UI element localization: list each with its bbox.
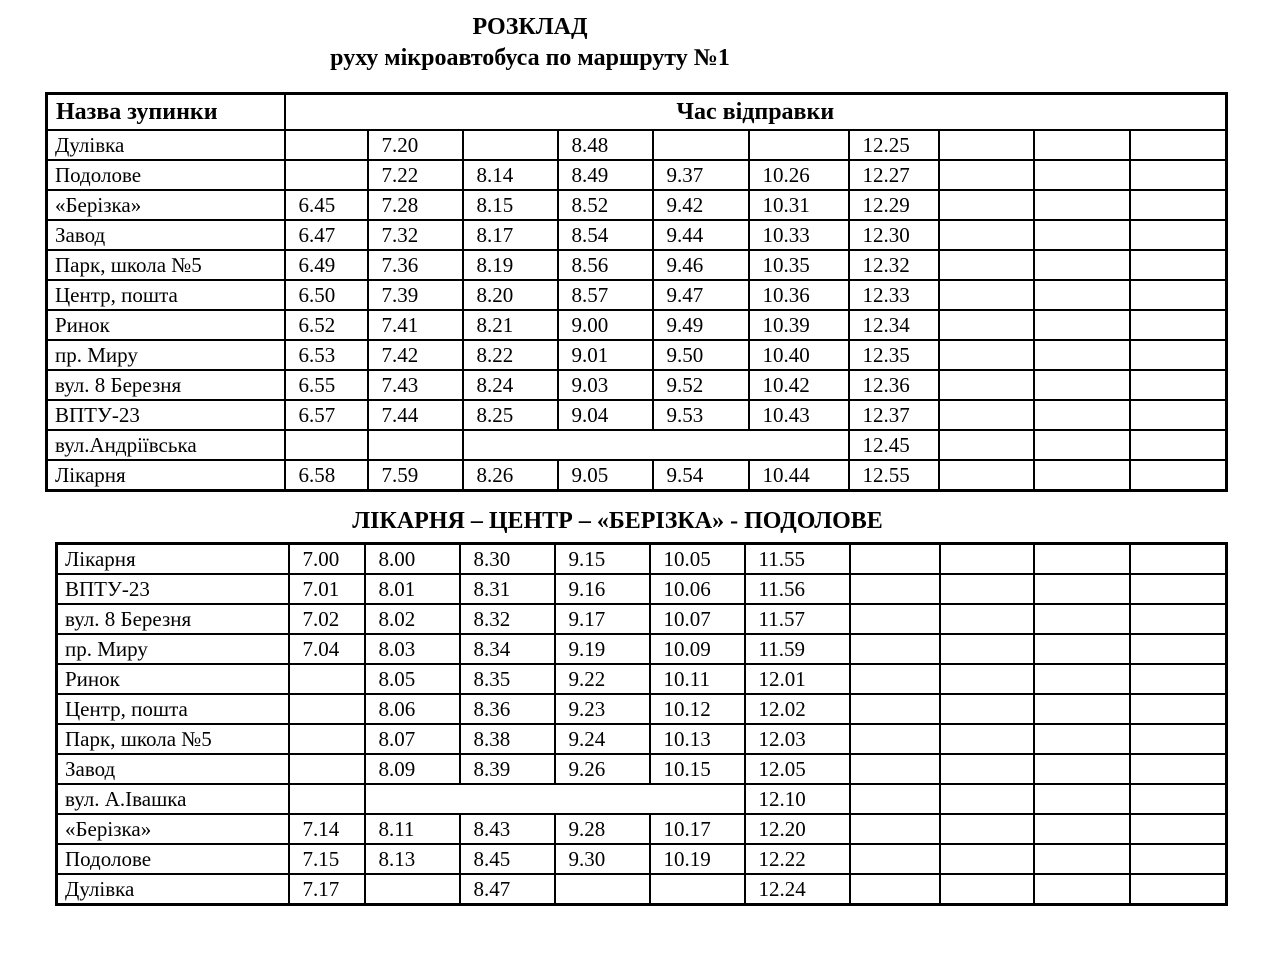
time-cell: 8.54 xyxy=(558,220,653,250)
time-cell xyxy=(939,250,1034,280)
time-cell: 8.06 xyxy=(365,694,460,724)
time-cell: 8.43 xyxy=(460,814,555,844)
schedule-table-return xyxy=(55,542,1228,906)
time-cell: 6.47 xyxy=(285,220,368,250)
time-cell: 6.52 xyxy=(285,310,368,340)
time-cell: 9.52 xyxy=(653,370,749,400)
time-cell: 12.35 xyxy=(849,340,939,370)
stop-name-cell: Парк, школа №5 xyxy=(57,724,289,754)
time-cell xyxy=(940,544,1034,575)
time-cell: 9.46 xyxy=(653,250,749,280)
time-cell xyxy=(1034,634,1130,664)
time-cell xyxy=(285,160,368,190)
stop-name-cell: вул. 8 Березня xyxy=(47,370,285,400)
time-cell: 8.26 xyxy=(463,460,558,491)
time-cell: 8.13 xyxy=(365,844,460,874)
time-cell: 12.01 xyxy=(745,664,850,694)
schedule-table-forward xyxy=(45,92,1228,492)
time-cell xyxy=(653,130,749,160)
time-cell: 12.05 xyxy=(745,754,850,784)
time-cell xyxy=(1130,340,1227,370)
time-cell: 8.57 xyxy=(558,280,653,310)
time-cell: 8.30 xyxy=(460,544,555,575)
time-cell: 8.35 xyxy=(460,664,555,694)
table-row xyxy=(47,430,1227,460)
time-cell xyxy=(1130,844,1227,874)
time-cell: 8.48 xyxy=(558,130,653,160)
time-cell xyxy=(940,814,1034,844)
time-cell: 6.57 xyxy=(285,400,368,430)
stop-name-cell: Ринок xyxy=(47,310,285,340)
time-cell: 8.24 xyxy=(463,370,558,400)
time-cell xyxy=(850,694,940,724)
time-cell: 9.42 xyxy=(653,190,749,220)
time-cell xyxy=(1130,724,1227,754)
time-cell: 10.07 xyxy=(650,604,745,634)
time-cell xyxy=(1130,130,1227,160)
stop-name-cell: Парк, школа №5 xyxy=(47,250,285,280)
time-cell xyxy=(1034,160,1130,190)
time-cell xyxy=(1130,280,1227,310)
table-row xyxy=(57,574,1227,604)
time-cell: 7.22 xyxy=(368,160,463,190)
time-cell: 12.37 xyxy=(849,400,939,430)
table-row xyxy=(47,250,1227,280)
time-cell: 8.02 xyxy=(365,604,460,634)
time-cell: 8.49 xyxy=(558,160,653,190)
time-cell xyxy=(939,340,1034,370)
time-cell xyxy=(1130,574,1227,604)
time-cell: 12.22 xyxy=(745,844,850,874)
time-cell: 12.27 xyxy=(849,160,939,190)
stop-name-cell: Центр, пошта xyxy=(47,280,285,310)
time-cell xyxy=(939,280,1034,310)
time-cell: 8.15 xyxy=(463,190,558,220)
time-cell xyxy=(1130,400,1227,430)
page-subtitle: руху мікроавтобуса по маршруту №1 xyxy=(330,45,730,71)
time-cell xyxy=(850,784,940,814)
time-cell: 6.53 xyxy=(285,340,368,370)
time-cell: 8.45 xyxy=(460,844,555,874)
time-cell: 12.36 xyxy=(849,370,939,400)
time-cell: 10.40 xyxy=(749,340,849,370)
time-cell: 8.56 xyxy=(558,250,653,280)
stop-name-cell: ВПТУ-23 xyxy=(57,574,289,604)
time-cell: 7.43 xyxy=(368,370,463,400)
time-cell: 10.15 xyxy=(650,754,745,784)
time-cell: 9.01 xyxy=(558,340,653,370)
time-cell: 9.19 xyxy=(555,634,650,664)
time-cell: 8.00 xyxy=(365,544,460,575)
time-cell: 9.23 xyxy=(555,694,650,724)
time-cell: 9.04 xyxy=(558,400,653,430)
time-cell: 11.55 xyxy=(745,544,850,575)
time-cell xyxy=(1130,250,1227,280)
time-cell xyxy=(1034,400,1130,430)
time-cell: 12.34 xyxy=(849,310,939,340)
table-header-row xyxy=(47,94,1227,131)
time-cell: 7.44 xyxy=(368,400,463,430)
time-cell xyxy=(850,754,940,784)
time-cell xyxy=(940,694,1034,724)
time-cell: 8.20 xyxy=(463,280,558,310)
time-cell: 8.32 xyxy=(460,604,555,634)
time-cell xyxy=(850,814,940,844)
time-cell: 9.00 xyxy=(558,310,653,340)
time-cell xyxy=(1034,130,1130,160)
time-cell: 8.07 xyxy=(365,724,460,754)
time-cell: 7.42 xyxy=(368,340,463,370)
time-cell xyxy=(850,874,940,905)
stop-name-cell: Подолове xyxy=(57,844,289,874)
time-cell xyxy=(1034,844,1130,874)
time-cell xyxy=(940,574,1034,604)
time-cell: 10.11 xyxy=(650,664,745,694)
time-cell xyxy=(749,130,849,160)
time-cell xyxy=(289,694,365,724)
time-cell xyxy=(850,544,940,575)
table-row xyxy=(47,160,1227,190)
time-cell: 12.02 xyxy=(745,694,850,724)
time-cell xyxy=(1034,814,1130,844)
time-cell: 8.11 xyxy=(365,814,460,844)
time-cell xyxy=(289,784,365,814)
stop-name-cell: ВПТУ-23 xyxy=(47,400,285,430)
time-cell: 9.24 xyxy=(555,724,650,754)
time-cell xyxy=(940,724,1034,754)
time-cell: 9.16 xyxy=(555,574,650,604)
time-cell xyxy=(1034,754,1130,784)
time-cell: 7.59 xyxy=(368,460,463,491)
time-cell xyxy=(1130,370,1227,400)
time-cell: 9.03 xyxy=(558,370,653,400)
time-cell: 9.47 xyxy=(653,280,749,310)
time-cell: 10.12 xyxy=(650,694,745,724)
time-cell: 8.09 xyxy=(365,754,460,784)
time-cell: 9.49 xyxy=(653,310,749,340)
time-cell xyxy=(850,574,940,604)
time-cell xyxy=(285,130,368,160)
time-cell xyxy=(1130,460,1227,491)
time-cell: 12.10 xyxy=(745,784,850,814)
departure-time-header: Час відправки xyxy=(285,94,1227,131)
table-row xyxy=(57,754,1227,784)
time-cell xyxy=(1130,430,1227,460)
table-row xyxy=(57,694,1227,724)
stop-name-cell: Завод xyxy=(57,754,289,784)
time-cell: 7.36 xyxy=(368,250,463,280)
table-row xyxy=(57,664,1227,694)
time-cell: 8.21 xyxy=(463,310,558,340)
time-cell: 11.57 xyxy=(745,604,850,634)
table-row xyxy=(57,634,1227,664)
table-row xyxy=(57,604,1227,634)
time-cell: 9.17 xyxy=(555,604,650,634)
time-cell xyxy=(463,130,558,160)
time-cell: 8.34 xyxy=(460,634,555,664)
time-cell xyxy=(1130,874,1227,905)
time-cell: 10.13 xyxy=(650,724,745,754)
time-cell: 8.17 xyxy=(463,220,558,250)
time-cell: 10.42 xyxy=(749,370,849,400)
time-cell: 7.39 xyxy=(368,280,463,310)
time-cell: 6.55 xyxy=(285,370,368,400)
time-cell: 10.36 xyxy=(749,280,849,310)
time-cell: 11.56 xyxy=(745,574,850,604)
time-cell xyxy=(939,400,1034,430)
stop-name-cell: Лікарня xyxy=(57,544,289,575)
time-cell: 10.17 xyxy=(650,814,745,844)
time-cell xyxy=(850,634,940,664)
time-cell: 8.31 xyxy=(460,574,555,604)
table-row xyxy=(47,310,1227,340)
time-cell xyxy=(940,634,1034,664)
time-cell: 6.50 xyxy=(285,280,368,310)
time-cell xyxy=(1034,280,1130,310)
time-cell xyxy=(1130,634,1227,664)
time-cell: 10.31 xyxy=(749,190,849,220)
time-cell: 10.06 xyxy=(650,574,745,604)
stop-name-cell: «Берізка» xyxy=(47,190,285,220)
time-cell: 12.33 xyxy=(849,280,939,310)
time-cell xyxy=(940,664,1034,694)
table-row xyxy=(47,190,1227,220)
time-cell xyxy=(1034,874,1130,905)
time-cell xyxy=(1034,664,1130,694)
stop-name-cell: Завод xyxy=(47,220,285,250)
table-row xyxy=(47,130,1227,160)
table-row xyxy=(47,460,1227,491)
table-row xyxy=(47,340,1227,370)
time-cell xyxy=(850,724,940,754)
time-cell xyxy=(463,430,849,460)
time-cell xyxy=(1034,430,1130,460)
time-cell: 9.53 xyxy=(653,400,749,430)
time-cell xyxy=(289,724,365,754)
stop-name-cell: «Берізка» xyxy=(57,814,289,844)
time-cell xyxy=(1130,160,1227,190)
time-cell xyxy=(850,604,940,634)
time-cell xyxy=(1130,310,1227,340)
time-cell xyxy=(289,754,365,784)
time-cell: 7.15 xyxy=(289,844,365,874)
time-cell xyxy=(365,784,745,814)
time-cell xyxy=(368,430,463,460)
time-cell xyxy=(1130,814,1227,844)
time-cell xyxy=(850,664,940,694)
time-cell: 12.24 xyxy=(745,874,850,905)
time-cell: 7.41 xyxy=(368,310,463,340)
table-row xyxy=(47,280,1227,310)
time-cell: 9.50 xyxy=(653,340,749,370)
time-cell xyxy=(1130,220,1227,250)
time-cell: 6.45 xyxy=(285,190,368,220)
time-cell: 10.05 xyxy=(650,544,745,575)
time-cell: 7.17 xyxy=(289,874,365,905)
stop-name-cell: Лікарня xyxy=(47,460,285,491)
stop-name-cell: Дулівка xyxy=(57,874,289,905)
time-cell: 12.30 xyxy=(849,220,939,250)
time-cell: 7.14 xyxy=(289,814,365,844)
time-cell: 12.45 xyxy=(849,430,939,460)
time-cell xyxy=(1034,220,1130,250)
time-cell: 8.47 xyxy=(460,874,555,905)
time-cell: 10.26 xyxy=(749,160,849,190)
section-title: ЛІКАРНЯ – ЦЕНТР – «БЕРІЗКА» - ПОДОЛОВЕ xyxy=(352,508,883,534)
time-cell xyxy=(939,310,1034,340)
table-row xyxy=(57,724,1227,754)
table-row xyxy=(57,814,1227,844)
time-cell: 11.59 xyxy=(745,634,850,664)
time-cell xyxy=(365,874,460,905)
time-cell xyxy=(1034,250,1130,280)
time-cell: 8.03 xyxy=(365,634,460,664)
time-cell: 9.26 xyxy=(555,754,650,784)
time-cell: 6.58 xyxy=(285,460,368,491)
time-cell xyxy=(940,784,1034,814)
time-cell xyxy=(1130,544,1227,575)
time-cell xyxy=(1034,370,1130,400)
time-cell: 8.38 xyxy=(460,724,555,754)
time-cell xyxy=(940,754,1034,784)
table-row xyxy=(57,544,1227,575)
stop-name-cell: вул.Андріївська xyxy=(47,430,285,460)
time-cell xyxy=(1034,190,1130,220)
time-cell xyxy=(850,844,940,874)
time-cell: 9.44 xyxy=(653,220,749,250)
stop-name-cell: вул. А.Івашка xyxy=(57,784,289,814)
time-cell xyxy=(1034,544,1130,575)
time-cell: 10.44 xyxy=(749,460,849,491)
stop-name-cell: пр. Миру xyxy=(47,340,285,370)
time-cell xyxy=(1130,754,1227,784)
time-cell xyxy=(939,160,1034,190)
stop-name-cell: Ринок xyxy=(57,664,289,694)
stop-name-cell: Центр, пошта xyxy=(57,694,289,724)
time-cell xyxy=(1130,694,1227,724)
time-cell: 9.05 xyxy=(558,460,653,491)
time-cell: 8.01 xyxy=(365,574,460,604)
time-cell xyxy=(650,874,745,905)
time-cell xyxy=(1034,694,1130,724)
time-cell: 9.37 xyxy=(653,160,749,190)
time-cell: 7.01 xyxy=(289,574,365,604)
time-cell xyxy=(289,664,365,694)
time-cell: 12.03 xyxy=(745,724,850,754)
time-cell: 7.04 xyxy=(289,634,365,664)
time-cell: 9.30 xyxy=(555,844,650,874)
time-cell: 12.20 xyxy=(745,814,850,844)
time-cell: 8.52 xyxy=(558,190,653,220)
time-cell: 8.25 xyxy=(463,400,558,430)
time-cell: 10.09 xyxy=(650,634,745,664)
time-cell xyxy=(1034,460,1130,491)
time-cell xyxy=(1130,784,1227,814)
time-cell: 7.02 xyxy=(289,604,365,634)
time-cell xyxy=(939,220,1034,250)
time-cell: 8.22 xyxy=(463,340,558,370)
time-cell: 7.00 xyxy=(289,544,365,575)
time-cell xyxy=(555,874,650,905)
time-cell xyxy=(940,874,1034,905)
table-row xyxy=(57,844,1227,874)
time-cell: 7.28 xyxy=(368,190,463,220)
stop-name-cell: Дулівка xyxy=(47,130,285,160)
time-cell: 8.14 xyxy=(463,160,558,190)
stop-name-header: Назва зупинки xyxy=(47,94,285,131)
stop-name-cell: вул. 8 Березня xyxy=(57,604,289,634)
time-cell: 8.36 xyxy=(460,694,555,724)
time-cell: 7.20 xyxy=(368,130,463,160)
time-cell: 12.32 xyxy=(849,250,939,280)
time-cell: 12.55 xyxy=(849,460,939,491)
time-cell xyxy=(1130,664,1227,694)
time-cell xyxy=(1034,310,1130,340)
time-cell xyxy=(940,844,1034,874)
time-cell xyxy=(939,130,1034,160)
table-row xyxy=(57,874,1227,905)
table-row xyxy=(47,370,1227,400)
time-cell xyxy=(1130,190,1227,220)
table-row xyxy=(57,784,1227,814)
time-cell xyxy=(939,190,1034,220)
stop-name-cell: Подолове xyxy=(47,160,285,190)
time-cell: 10.35 xyxy=(749,250,849,280)
time-cell xyxy=(1034,574,1130,604)
time-cell: 10.39 xyxy=(749,310,849,340)
time-cell: 10.33 xyxy=(749,220,849,250)
time-cell: 9.22 xyxy=(555,664,650,694)
time-cell: 8.05 xyxy=(365,664,460,694)
time-cell xyxy=(939,370,1034,400)
time-cell: 12.25 xyxy=(849,130,939,160)
time-cell xyxy=(940,604,1034,634)
time-cell: 10.43 xyxy=(749,400,849,430)
time-cell: 7.32 xyxy=(368,220,463,250)
time-cell: 9.54 xyxy=(653,460,749,491)
time-cell: 6.49 xyxy=(285,250,368,280)
time-cell: 8.39 xyxy=(460,754,555,784)
time-cell: 10.19 xyxy=(650,844,745,874)
title-block xyxy=(0,12,1060,74)
time-cell xyxy=(1034,604,1130,634)
time-cell: 8.19 xyxy=(463,250,558,280)
time-cell: 9.15 xyxy=(555,544,650,575)
time-cell xyxy=(285,430,368,460)
table-row xyxy=(47,400,1227,430)
stop-name-cell: пр. Миру xyxy=(57,634,289,664)
time-cell xyxy=(939,430,1034,460)
time-cell: 12.29 xyxy=(849,190,939,220)
page-title: РОЗКЛАД xyxy=(472,14,588,40)
time-cell xyxy=(939,460,1034,491)
time-cell xyxy=(1130,604,1227,634)
time-cell: 9.28 xyxy=(555,814,650,844)
time-cell xyxy=(1034,784,1130,814)
table-row xyxy=(47,220,1227,250)
time-cell xyxy=(1034,724,1130,754)
time-cell xyxy=(1034,340,1130,370)
